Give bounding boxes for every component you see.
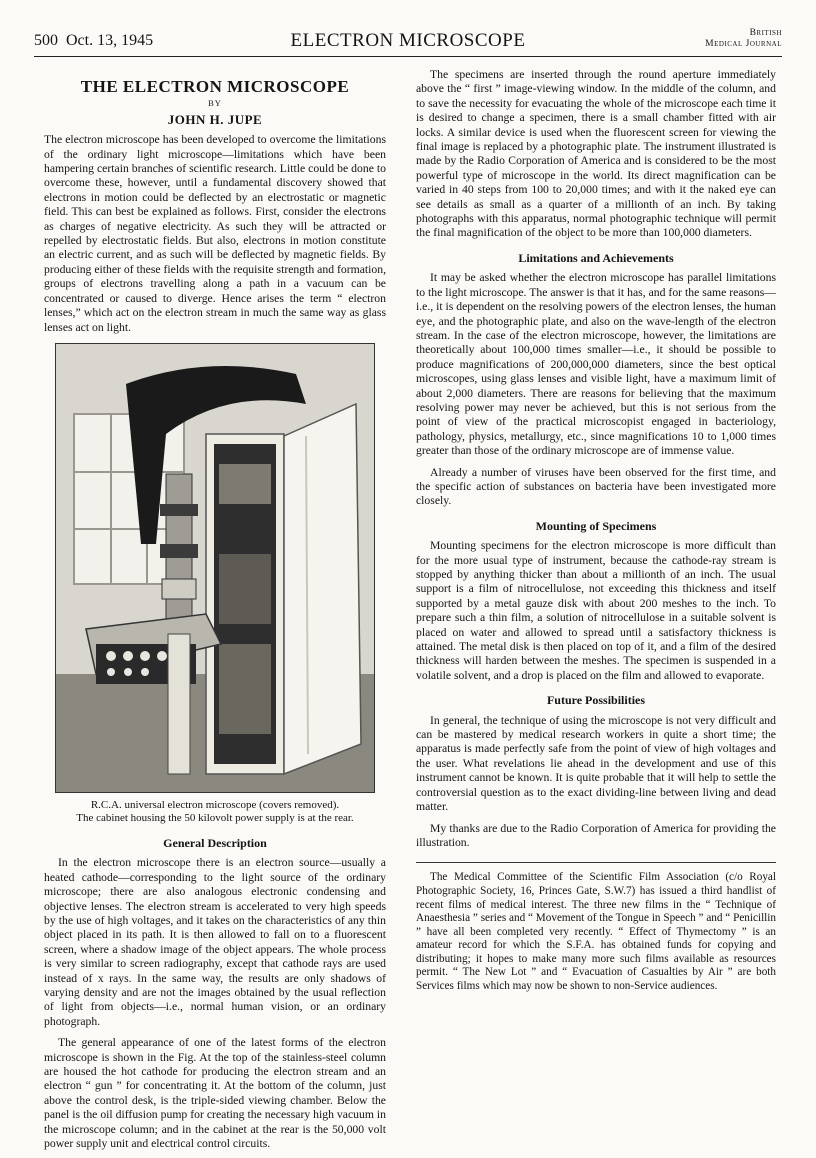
- running-header: [34, 30, 782, 54]
- film-association-note: The Medical Committee of the Scientific Film Association (c/o Royal Photographic Society, 16, Princes Gate, S.W.7) has issued a third handlist of recent films of medical interest. The three new films in the “ Technique of Anaesthesia ” series and “ Movement of the Tongue in Speech ” and “ Penicillin ” have all been completed very recently. “ Effect of Thymectomy ” is an amateur record for which the S.F.A. has obtained funds for copying and distributing; it hopes to make many more such films available as resources permit. “ The New Lot ” and “ Evacuation of Casualties by Air ” are both Services films which may now be shown to non-Service audiences.: [416, 871, 776, 993]
- byline-by: BY: [208, 98, 222, 109]
- acknowledgement: My thanks are due to the Radio Corporation of America for providing the illustration.: [416, 821, 776, 849]
- right-column: [416, 68, 776, 1001]
- intro-paragraph: The electron microscope has been developed to overcome the limitations of the ordinary light microscope—limitations which have been hampering certain branches of scientific research. Little could be done to overcome these, however, until a fundamental discovery showed that electrons in motion could be deflected by an electrostatic or magnetic field. This can best be explained as follows. First, consider the electrons as charges of negative electricity. As such they will be attracted or repelled by electrostatic fields. But also, electrons in motion constitute an electric current, and as such will be deflected by magnetic fields. By producing either of these fields with the requisite strength and formation, groups of electrons travelling along a path in a vacuum can be concentrated or caused to diverge. Hence arises the term “ electron lenses,” which act on the electron stream in much the same way as glass lenses act on light.: [44, 133, 386, 334]
- future-paragraph-1: In general, the technique of using the microscope is not very difficult and can be mastered by medical research workers in quite a short time; the apparatus is made perfectly safe from the point of view of high voltages and the user. What revelations lie ahead in the development and use of this instrument cannot be known. It is quite probable that it will help to settle the controversial question as to the exact dividing-line between living and dead matter.: [416, 713, 776, 814]
- figure-caption-line2: The cabinet housing the 50 kilovolt power supply is at the rear.: [76, 812, 354, 825]
- note-separator: [416, 862, 776, 863]
- figure-caption: [44, 799, 386, 826]
- general-paragraph-3: The specimens are inserted through the round aperture immediately above the “ first ” image-viewing window. In the middle of the column, and to save the necessity for evacuating the whole of the microscope each time it is desired to change a specimen, there is a small chamber fitted with air locks. A similar device is used when the fluorescent screen for viewing the final image is replaced by a photographic plate. The instrument illustrated is made by the Radio Corporation of America and is considered to be the most powerful type of microscope in the world. Its direct magnification can be varied in 40 steps from 100 to 20,000 times; and with it the naked eye can see details as small as a quarter of a millionth of an inch. By taking photographs with this apparatus, normal photographic technique will permit the final magnification of the object to be more than 100,000 diameters.: [416, 68, 776, 240]
- journal-name: [705, 28, 782, 50]
- microscope-photograph: [55, 343, 375, 793]
- section-title: ELECTRON MICROSCOPE: [290, 30, 526, 51]
- page-number: 500: [34, 32, 58, 49]
- header-rule: [34, 56, 782, 57]
- issue-date: Oct. 13, 1945: [66, 32, 154, 49]
- microscope-figure-illustration: [56, 344, 374, 792]
- general-paragraph-2: The general appearance of one of the latest forms of the electron microscope is shown in the Fig. At the top of the stainless-steel column are housed the hot cathode for producing the electron stream and an electron “ gun ” for concentrating it. At the bottom of the column, just above the control desk, is the triple-sided viewing chamber. Below the panel is the oil diffusion pump for creating the necessary high vacuum in the microscope column; and in the cabinet at the rear is the 50,000 volt power supply unit and electrical control circuits.: [44, 1036, 386, 1151]
- left-column: [44, 68, 386, 1158]
- limitations-paragraph-2: Already a number of viruses have been observed for the first time, and the specific action of substances on bacteria have been investigated more closely.: [416, 465, 776, 508]
- heading-general-description: General Description: [163, 835, 267, 850]
- figure-caption-line1: R.C.A. universal electron microscope (covers removed).: [90, 798, 340, 811]
- journal-name-line1: British: [749, 28, 782, 38]
- heading-limitations: Limitations and Achievements: [518, 250, 674, 265]
- heading-mounting: Mounting of Specimens: [535, 518, 657, 533]
- journal-name-line2: Medical Journal: [705, 39, 782, 49]
- heading-future: Future Possibilities: [546, 693, 646, 708]
- article-author: JOHN H. JUPE: [167, 111, 263, 127]
- general-paragraph-1: In the electron microscope there is an electron source—usually a heated cathode—corresponding to the light source of the ordinary microscope; there are also analogous electronic condensing and objective lenses. The electron stream is accelerated to very high speeds by the use of high voltages, and it takes on the characteristics of any thin object placed in its path. It is then allowed to fall on to a fluorescent screen, where a shadow image of the object appears. The whole process is very similar to screen radiography, except that cathode rays are used instead of x rays. In the same way, the results are only shadows of varying density and are not the images obtained by the usual reflection of light from objects—i.e., normal human vision, or an ordinary photograph.: [44, 856, 386, 1028]
- limitations-paragraph-1: It may be asked whether the electron microscope has parallel limitations to the light microscope. The answer is that it has, and for the same reasons—i.e., it is dependent on the resolving powers of the electron lenses, the human eye, and the photographic plate, and also on the wave-length of the electron stream. In the case of the electron microscope, however, the limitations are theoretically about 100,000 times smaller—i.e., it should be possible to produce magnifications of 200,000,000 diameters, since the best optical microscopes, using glass lenses and visible light, have a maximum limit of about 2,000 diameters. There are reasons for believing that the maximum resolving power may never be achieved, but this is not serious from the point of view of the practical microscopist engaged in bacteriology, pathology, physics, metallurgy, etc., since magnifications 10 to 1,000 times greater than those of the ordinary microscope are of immense value.: [416, 271, 776, 458]
- article-title: THE ELECTRON MICROSCOPE: [80, 77, 350, 96]
- mounting-paragraph-1: Mounting specimens for the electron microscope is more difficult than for the more usual type of instrument, because the cathode-ray stream is stopped by anything thicker than about a millionth of an inch. The usual support is a film of nitrocellulose, not exceeding this thickness and itself supported by a metal gauze disk with about 200 meshes to the inch. To prepare such a thin film, a solution of nitrocellulose in a suitable solvent is placed on water and allowed to spread until a satisfactory thickness is attained. The metal disk is then placed on top of it, and a film of the desired thickness will harden between the meshes. The specimen is suspended in a volatile solvent, and a drop is placed on the film and allowed to evaporate.: [416, 539, 776, 682]
